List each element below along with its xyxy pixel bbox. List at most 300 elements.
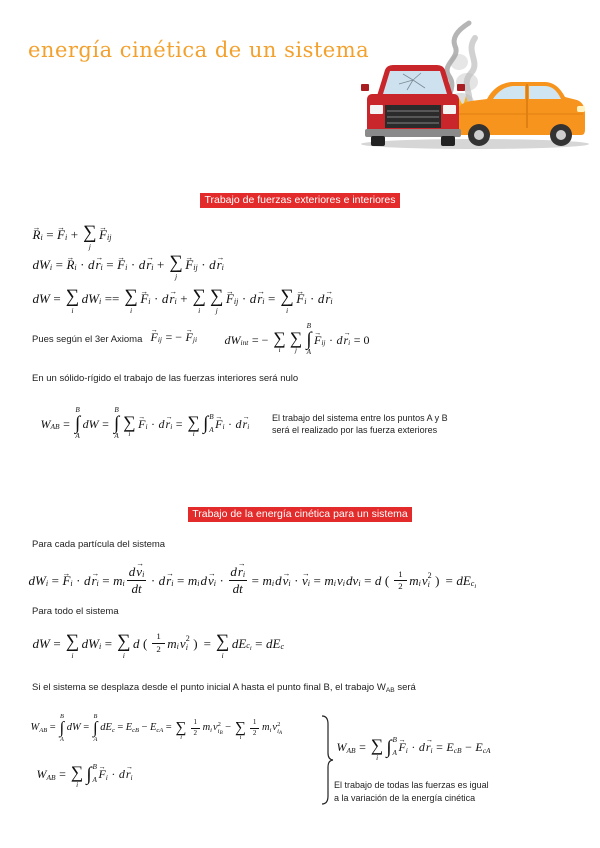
fraction (191, 719, 201, 738)
math-symbol (337, 741, 356, 753)
vector-letter: v → (302, 574, 308, 587)
math-symbol (275, 574, 282, 587)
math-operator: · (201, 257, 206, 273)
lower-limit: i (376, 753, 379, 762)
math-operator: = 0 (353, 332, 370, 347)
operator-glyph: ∑ (65, 285, 80, 307)
math-letter: v (179, 636, 186, 652)
vector-symbol (217, 258, 224, 271)
math-symbol (33, 258, 53, 271)
subscript (347, 747, 356, 754)
math-symbol (167, 637, 179, 650)
math-symbol (113, 574, 125, 587)
math-letter: d (418, 740, 425, 755)
subscript (406, 747, 408, 754)
math-operator: = (59, 767, 66, 782)
upper-limit: B (114, 406, 119, 414)
vector-symbol (226, 292, 238, 305)
subscript-text: i (70, 578, 73, 588)
math-operator: 1 (156, 631, 161, 642)
vector-symbol (238, 565, 245, 579)
operator-glyph: ∫ (113, 413, 120, 435)
subscript-text: i (148, 296, 151, 306)
operator-glyph: ∑ (175, 718, 187, 736)
vector-symbol (169, 292, 176, 305)
superscript: 2 (185, 634, 190, 644)
operator-glyph: ∑ (370, 735, 384, 756)
fraction-denominator (232, 581, 243, 596)
scripts (277, 722, 282, 736)
lower-limit: j (174, 271, 178, 281)
math-letter: d (235, 416, 242, 431)
math-letter: dW (32, 636, 50, 652)
integral-symbol (386, 737, 397, 757)
upper-limit: B (75, 406, 80, 414)
math-letter: d (118, 767, 125, 782)
integral-symbol (60, 714, 65, 743)
math-letter: d (133, 636, 140, 652)
fraction-numerator (394, 570, 406, 582)
math-symbol (262, 574, 274, 587)
vector-symbol (283, 574, 291, 587)
vector-letter: F → (398, 741, 405, 753)
operator-glyph: ∫ (59, 718, 65, 738)
subscript-text: i (65, 232, 68, 242)
subscript-text: ij (157, 335, 162, 345)
lower-limit: i (278, 346, 281, 355)
scripts (218, 722, 223, 736)
math-letter: dW (81, 291, 99, 307)
math-letter: dW (82, 416, 99, 431)
note-line-2: será el realizado por las fuerza exteriores (272, 425, 438, 435)
vector-symbol (138, 418, 147, 430)
math-operator: 1 (193, 718, 198, 727)
subscript-text: i (98, 296, 102, 306)
subscript-text: i (40, 232, 43, 242)
math-operator: = − (251, 332, 269, 347)
displacement-text-end: será (394, 682, 416, 693)
subscript (197, 580, 199, 588)
subscript (70, 580, 72, 588)
math-letter: d (87, 257, 95, 273)
math-symbol (133, 637, 140, 650)
math-symbol (236, 418, 242, 430)
displacement-text-start: Si el sistema se desplaza desde el punto inicial A hasta el punto final B, el trabajo W (32, 682, 386, 693)
math-operator: = (268, 291, 276, 307)
vector-letter: r → (257, 292, 262, 305)
math-operator: = (53, 636, 61, 652)
subscript-text: AB (346, 745, 356, 755)
vector-symbol (140, 292, 150, 305)
math-letter: dW (66, 722, 81, 734)
math-symbol (162, 292, 169, 305)
math-operator: ) (193, 636, 198, 652)
math-operator: = (51, 573, 59, 589)
math-letter: d (138, 257, 146, 273)
subscript (321, 339, 325, 346)
math-operator: · (411, 740, 416, 755)
math-symbol (200, 574, 207, 587)
math-letter: W (30, 722, 40, 734)
vector-letter: r → (217, 258, 222, 271)
subscript-text: c (280, 641, 285, 651)
fraction-denominator (153, 644, 163, 655)
math-operator: · (111, 767, 116, 782)
subscript-text: i (221, 262, 224, 272)
math-operator: = (46, 227, 54, 243)
math-symbol (29, 574, 49, 587)
fraction (394, 570, 406, 592)
subscript (156, 728, 163, 735)
subscript-text: i (171, 578, 174, 588)
math-symbol (318, 292, 325, 305)
subscript (131, 774, 133, 781)
vector-symbol (243, 418, 250, 430)
integral-symbol (114, 407, 119, 441)
vector-symbol (57, 228, 67, 241)
equation-work-ab (40, 407, 250, 441)
math-operator: = (83, 722, 90, 734)
math-letter: d (200, 573, 207, 589)
vector-symbol (136, 565, 144, 579)
vector-symbol (343, 334, 350, 346)
math-symbol (375, 574, 382, 587)
subscript-text: AB (50, 421, 60, 431)
operator-glyph: ∑ (235, 718, 246, 736)
subscript-text: i (222, 421, 225, 431)
math-operator: + (157, 257, 165, 273)
subscript (186, 644, 190, 652)
subscript-text: cB (453, 745, 462, 755)
math-letter: dE (231, 636, 247, 652)
subscript-text: i (277, 727, 279, 735)
subscript-text: i (405, 745, 408, 755)
vector-symbol (257, 292, 264, 305)
subscript-text: i (358, 578, 361, 588)
subscript (243, 571, 245, 580)
upper-limit: B (93, 713, 98, 720)
subscript (74, 264, 76, 272)
math-letter: E (149, 722, 157, 734)
subscript-text: ij (233, 296, 239, 306)
subscript-text: c (246, 641, 250, 651)
math-symbol (203, 723, 212, 734)
vector-letter: F → (138, 418, 145, 430)
lower-limit: i (239, 734, 242, 742)
equation-work-ab-kinetic (30, 714, 283, 743)
vector-letter: r → (146, 258, 151, 271)
math-operator: · (328, 332, 333, 347)
subscript-text: i (348, 337, 351, 347)
sub-subscript: B (219, 730, 223, 737)
vector-letter: r → (343, 334, 348, 346)
superscript: 2 (217, 720, 221, 728)
lower-limit: A (209, 425, 214, 434)
integral-limits (393, 737, 397, 757)
subscript (358, 580, 360, 588)
fraction-denominator (395, 581, 405, 592)
vector-symbol (296, 292, 306, 305)
integral-symbol (203, 414, 214, 434)
math-symbol (33, 292, 50, 305)
lower-limit: i (192, 430, 195, 439)
subscript (50, 264, 52, 272)
conclusion-line-2: a la variación de la energía cinética (334, 793, 476, 803)
subscript (101, 264, 103, 272)
subscript-text: AB (46, 772, 56, 782)
vector-letter: F → (186, 331, 193, 343)
equation-work-ab-forces (36, 760, 133, 789)
subscript (214, 580, 216, 588)
equation-kinetic-particle (28, 565, 477, 597)
lower-limit: A (92, 776, 97, 785)
particle-text: Para cada partícula del sistema (32, 539, 166, 550)
summation-symbol (290, 325, 302, 354)
integral-symbol (306, 323, 311, 357)
math-operator: = (364, 573, 372, 589)
math-operator: = (436, 740, 443, 755)
math-symbol (33, 637, 50, 650)
subscript (46, 580, 48, 588)
summation-symbol (371, 733, 383, 762)
equation-total-work (32, 283, 333, 314)
vector-letter: r → (169, 292, 174, 305)
subscript-text: cB (132, 726, 140, 734)
fraction-numerator (191, 719, 201, 729)
vector-letter: r → (426, 741, 431, 753)
subscript (123, 580, 125, 588)
summation-symbol (188, 409, 200, 438)
lower-limit: i (130, 305, 133, 315)
subscript-text: cA (482, 745, 491, 755)
vector-letter: F → (314, 334, 321, 346)
subscript (308, 580, 310, 588)
subscript (222, 264, 224, 272)
upper-limit: B (60, 713, 64, 720)
subscript (348, 339, 350, 346)
math-operator: · (150, 573, 156, 589)
vector-letter: r → (238, 565, 243, 579)
math-symbol (126, 723, 139, 734)
subscript (97, 580, 99, 588)
subscript (132, 728, 139, 735)
lower-limit: i (71, 305, 74, 315)
subscript (483, 747, 491, 754)
vector-symbol (66, 258, 76, 271)
math-operator: · (219, 573, 224, 589)
math-symbol (324, 574, 336, 587)
summation-symbol (123, 409, 135, 438)
subscript-text: i (210, 726, 212, 734)
math-letter: m (113, 573, 123, 589)
math-letter: d (209, 257, 216, 273)
lower-limit: j (88, 241, 91, 251)
math-letter: m (187, 573, 198, 589)
math-letter: d (336, 332, 343, 347)
math-symbol (209, 258, 216, 271)
vector-symbol (208, 574, 216, 587)
subscript-text: i (342, 578, 346, 588)
vector-letter: r → (243, 418, 248, 430)
subscript-text: ij (106, 232, 112, 242)
math-letter: d (317, 291, 325, 307)
note-line-1: El trabajo del sistema entre los puntos A y B (272, 413, 448, 423)
subscript (270, 728, 272, 735)
subscript (99, 643, 101, 651)
math-letter: m (262, 573, 272, 589)
math-letter: dE (266, 636, 281, 652)
operator-glyph: ∫ (202, 413, 209, 435)
subscript (177, 643, 179, 651)
vector-symbol (215, 418, 224, 430)
lower-limit: i (122, 650, 125, 660)
orange-car (455, 82, 585, 146)
math-operator: ) (435, 573, 440, 589)
vector-letter: r → (126, 768, 131, 780)
math-symbol (180, 635, 190, 652)
operator-glyph: ∑ (289, 327, 303, 348)
math-operator: · (228, 416, 233, 431)
lower-limit: i (180, 734, 182, 742)
upper-limit: B (392, 736, 397, 745)
vector-symbol (302, 574, 310, 587)
subscript (431, 747, 433, 754)
lower-limit: i (76, 780, 79, 789)
operator-glyph: ∑ (65, 630, 80, 652)
subscript (241, 339, 249, 346)
math-operator: = (106, 257, 114, 273)
integral-limits (93, 764, 97, 784)
vector-letter: F → (296, 292, 304, 305)
vector-symbol (126, 768, 133, 780)
conclusion-line-1: El trabajo de todas las fuerzas es igual (334, 780, 489, 790)
math-letter: d (83, 573, 91, 589)
math-symbol (250, 292, 257, 305)
vector-symbol (325, 292, 332, 305)
vector-symbol (117, 258, 127, 271)
subscript (142, 571, 144, 580)
lower-limit: A (60, 736, 64, 744)
math-operator: = (49, 722, 56, 734)
subscript (112, 728, 115, 735)
subscript-text: i (197, 578, 200, 588)
subscript (193, 336, 197, 343)
vector-symbol (62, 574, 72, 587)
summation-symbol (117, 628, 130, 659)
math-symbol (233, 582, 243, 596)
operator-glyph: ∫ (386, 736, 392, 758)
section2-heading-row (0, 504, 600, 522)
system-text: Para todo el sistema (32, 606, 119, 617)
math-letter: v (272, 722, 278, 734)
math-letter: dW (81, 636, 99, 652)
fraction (229, 565, 247, 597)
vector-symbol (314, 334, 325, 346)
vector-symbol (185, 258, 197, 271)
math-symbol (225, 334, 249, 346)
math-letter: dt (131, 581, 142, 597)
subscript-text: i (271, 578, 275, 588)
math-operator: 1 (252, 718, 257, 727)
math-letter: d (249, 291, 257, 307)
math-symbol (269, 720, 283, 737)
math-operator: == (104, 291, 120, 307)
subscript (125, 264, 127, 272)
subscript-text: i (247, 421, 250, 431)
math-operator: 1 (398, 568, 403, 579)
math-letter: dW (32, 257, 50, 273)
subscript (174, 298, 176, 306)
vector-symbol (95, 258, 102, 271)
math-symbol (41, 418, 60, 430)
math-operator: · (80, 257, 85, 273)
vector-letter: r → (91, 574, 96, 587)
math-symbol (262, 723, 271, 734)
fraction (127, 565, 146, 597)
vector-letter: F → (226, 292, 234, 305)
lower-limit: i (221, 650, 224, 660)
subscript (234, 298, 238, 306)
math-symbol (84, 574, 91, 587)
subscript-text: i (333, 578, 337, 588)
math-operator: + (70, 227, 79, 243)
vector-letter: F → (62, 574, 70, 587)
integral-limits (209, 414, 213, 434)
subscript-text: i (142, 569, 145, 579)
math-operator: · (294, 573, 299, 589)
vector-letter: R → (33, 228, 41, 241)
math-operator: · (76, 573, 81, 589)
page-title: energía cinética de un sistema (28, 38, 370, 62)
vector-letter: v → (208, 574, 214, 587)
subscript-text: cA (156, 726, 164, 734)
math-symbol (188, 574, 200, 587)
integral-symbol (75, 407, 80, 441)
math-symbol (83, 418, 99, 430)
vector-symbol (166, 574, 173, 587)
summation-symbol (83, 219, 96, 250)
subscript-text: i (145, 421, 148, 431)
subscript (148, 298, 150, 306)
math-operator: 2 (252, 729, 257, 738)
summation-symbol (169, 249, 182, 280)
vector-letter: v → (136, 565, 142, 579)
math-letter: E (125, 722, 133, 734)
subscript-text: i (430, 745, 433, 755)
operator-glyph: ∫ (86, 763, 92, 785)
lower-limit: i (198, 305, 201, 315)
math-letter: m (167, 636, 177, 652)
math-operator: = (117, 722, 124, 734)
work-subscript: AB (385, 687, 395, 695)
math-operator: = (63, 416, 70, 431)
vector-symbol (186, 331, 197, 343)
vector-letter: F → (140, 292, 148, 305)
math-operator: = (102, 573, 110, 589)
vector-letter: F → (185, 258, 193, 271)
math-letter: v (212, 722, 218, 734)
math-letter: dE (100, 722, 112, 734)
fraction-numerator (229, 565, 247, 581)
subscript-text: AB (39, 726, 48, 734)
subscript (428, 581, 432, 589)
subscript (471, 580, 476, 588)
math-letter: W (36, 767, 47, 782)
math-operator: · (154, 291, 159, 307)
math-letter: d (128, 564, 136, 579)
math-operator: = (165, 722, 172, 734)
equation-particle-work (32, 249, 224, 280)
